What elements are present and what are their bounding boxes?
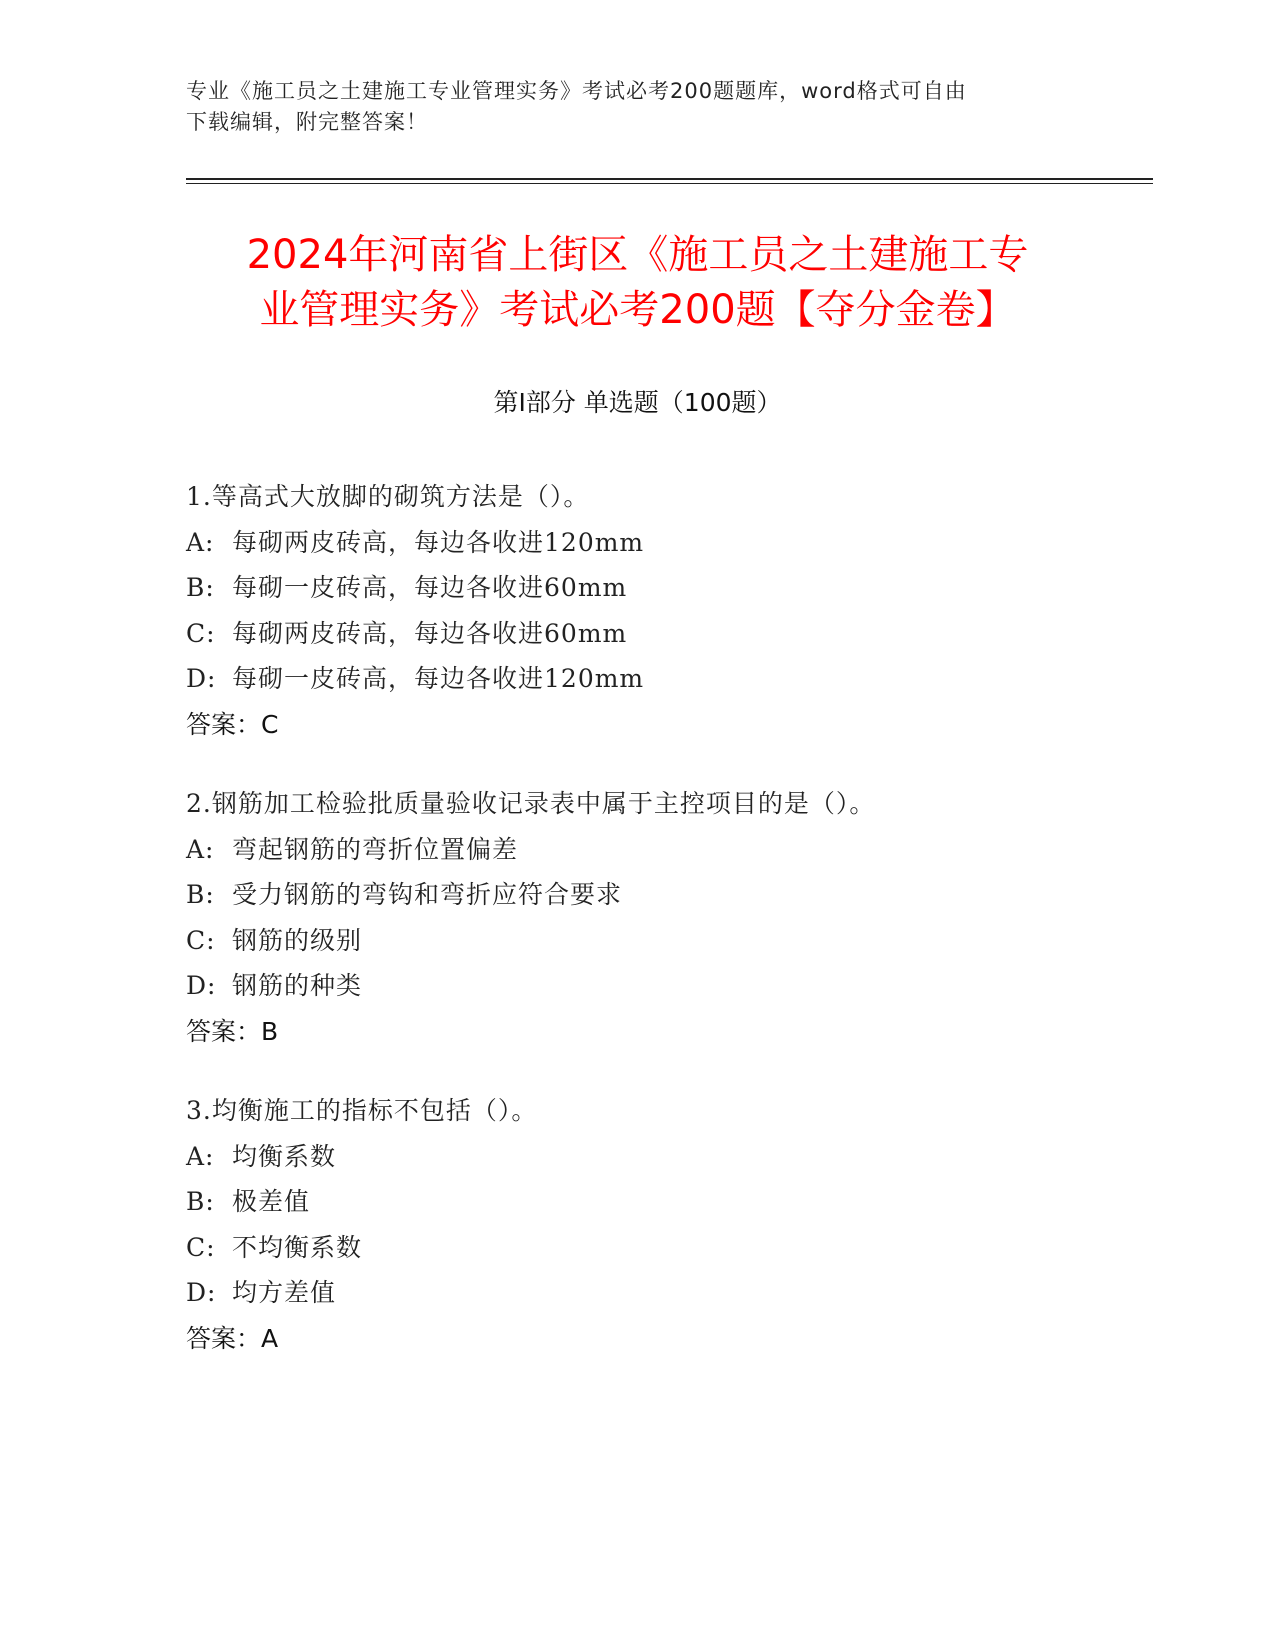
option-key: A: [186, 527, 215, 557]
option-d [186, 656, 1166, 702]
option-a [186, 520, 1166, 566]
answer-line [186, 1009, 1166, 1055]
option-text: 弯起钢筋的弯折位置偏差 [232, 834, 519, 864]
question-stem: 1.等高式大放脚的砌筑方法是（）。 [186, 482, 590, 511]
header-note-line-1: 专业《施工员之土建施工专业管理实务》考试必考200题题库，word格式可自由 [186, 79, 967, 103]
option-text: 均衡系数 [232, 1141, 337, 1171]
option-a [186, 827, 1166, 873]
option-text: 钢筋的级别 [232, 925, 363, 955]
option-key: D: [186, 1278, 217, 1307]
header-rule-thin [186, 183, 1153, 184]
question-3 [186, 1088, 1166, 1361]
option-d [186, 963, 1166, 1009]
question-1 [186, 474, 1166, 747]
option-key: B: [186, 1187, 215, 1216]
option-text: 不均衡系数 [232, 1232, 363, 1262]
option-c [186, 611, 1166, 657]
question-stem: 3.均衡施工的指标不包括（）。 [186, 1096, 538, 1125]
answer-value: B [261, 1016, 279, 1046]
option-text: 每砌两皮砖高，每边各收进60mm [232, 618, 628, 648]
option-key: A: [186, 1141, 215, 1171]
option-key: D: [186, 971, 217, 1000]
option-c [186, 1225, 1166, 1271]
option-b [186, 872, 1166, 918]
header-note-line-2: 下载编辑，附完整答案！ [186, 110, 428, 134]
option-key: B: [186, 880, 215, 909]
option-key: A: [186, 834, 215, 864]
question-stem: 2.钢筋加工检验批质量验收记录表中属于主控项目的是（）。 [186, 789, 876, 818]
answer-line [186, 702, 1166, 748]
header-note [186, 76, 1086, 138]
document-title-line-2: 业管理实务》考试必考200题【夺分金卷】 [259, 287, 1016, 333]
option-text: 每砌一皮砖高，每边各收进60mm [232, 573, 628, 602]
answer-value: A [261, 1323, 279, 1353]
option-b [186, 565, 1166, 611]
question-2 [186, 781, 1166, 1054]
option-text: 受力钢筋的弯钩和弯折应符合要求 [232, 880, 623, 909]
answer-value: C [261, 709, 279, 739]
option-text: 每砌两皮砖高，每边各收进120mm [232, 527, 645, 557]
answer-prefix: 答案： [186, 709, 262, 739]
option-key: B: [186, 573, 215, 602]
option-key: C: [186, 925, 216, 955]
answer-line [186, 1316, 1166, 1362]
option-a [186, 1134, 1166, 1180]
question-list [186, 474, 1166, 1395]
header-rule-thick [186, 178, 1153, 180]
option-key: C: [186, 618, 216, 648]
option-text: 钢筋的种类 [232, 971, 363, 1000]
option-text: 极差值 [232, 1187, 311, 1216]
answer-prefix: 答案： [186, 1323, 262, 1353]
option-text: 均方差值 [232, 1278, 337, 1307]
option-key: C: [186, 1232, 216, 1262]
option-d [186, 1270, 1166, 1316]
option-b [186, 1179, 1166, 1225]
document-title [180, 228, 1095, 338]
option-text: 每砌一皮砖高，每边各收进120mm [232, 664, 645, 693]
document-title-line-1: 2024年河南省上街区《施工员之土建施工专 [246, 232, 1029, 278]
option-c [186, 918, 1166, 964]
answer-prefix: 答案： [186, 1016, 262, 1046]
option-key: D: [186, 664, 217, 693]
section-heading: 第I部分 单选题（100题） [493, 388, 782, 417]
